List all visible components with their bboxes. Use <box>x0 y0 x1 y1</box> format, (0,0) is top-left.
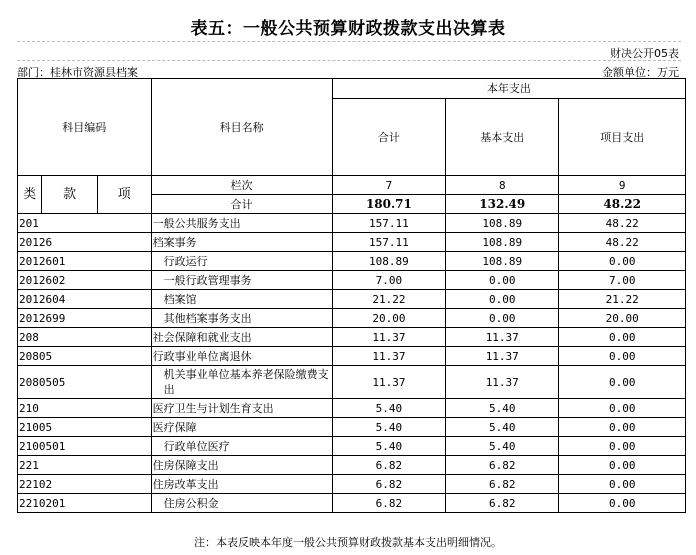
table-row <box>18 271 686 290</box>
row-code: 221 <box>18 456 152 475</box>
row-name: 一般公共服务支出 <box>151 214 332 233</box>
header-name: 科目名称 <box>151 79 332 176</box>
header-xiang: 项 <box>97 176 151 214</box>
row-project: 48.22 <box>559 214 686 233</box>
row-project: 0.00 <box>559 328 686 347</box>
row-project: 20.00 <box>559 309 686 328</box>
table-row <box>18 456 686 475</box>
department-row <box>17 60 681 80</box>
column-index-8: 8 <box>446 176 559 195</box>
table-row <box>18 328 686 347</box>
row-code: 2012604 <box>18 290 152 309</box>
table-row <box>18 347 686 366</box>
row-basic: 11.37 <box>446 347 559 366</box>
table-row <box>18 437 686 456</box>
page-title: 表五：一般公共预算财政拨款支出决算表 <box>190 19 506 39</box>
row-name: 医疗保障 <box>151 418 332 437</box>
header-kuan: 款 <box>42 176 98 214</box>
row-basic: 108.89 <box>446 233 559 252</box>
row-project: 0.00 <box>559 366 686 399</box>
row-total: 21.22 <box>332 290 445 309</box>
row-total: 5.40 <box>332 418 445 437</box>
row-name: 行政事业单位离退休 <box>151 347 332 366</box>
row-basic: 0.00 <box>446 309 559 328</box>
header-lei: 类 <box>18 176 42 214</box>
header-project: 项目支出 <box>559 99 686 176</box>
row-project: 48.22 <box>559 233 686 252</box>
row-total: 157.11 <box>332 214 445 233</box>
sum-project: 48.22 <box>559 195 686 214</box>
form-code-row <box>17 41 681 61</box>
row-total: 7.00 <box>332 271 445 290</box>
row-basic: 0.00 <box>446 271 559 290</box>
row-code: 22102 <box>18 475 152 494</box>
footnote: 注：本表反映本年度一般公共预算财政拨款基本支出明细情况。 <box>194 536 502 549</box>
row-total: 11.37 <box>332 328 445 347</box>
row-name: 住房公积金 <box>151 494 332 513</box>
row-basic: 6.82 <box>446 494 559 513</box>
table-row <box>18 418 686 437</box>
row-code: 208 <box>18 328 152 347</box>
row-code: 2012601 <box>18 252 152 271</box>
table-row <box>18 475 686 494</box>
table-row <box>18 290 686 309</box>
table-row <box>18 309 686 328</box>
row-name: 住房改革支出 <box>151 475 332 494</box>
row-code: 210 <box>18 399 152 418</box>
row-code: 2100501 <box>18 437 152 456</box>
table-row <box>18 233 686 252</box>
row-total: 6.82 <box>332 494 445 513</box>
column-index-9: 9 <box>559 176 686 195</box>
row-total: 6.82 <box>332 475 445 494</box>
row-basic: 6.82 <box>446 475 559 494</box>
row-total: 157.11 <box>332 233 445 252</box>
header-basic: 基本支出 <box>446 99 559 176</box>
table-row <box>18 214 686 233</box>
row-code: 201 <box>18 214 152 233</box>
row-basic: 5.40 <box>446 399 559 418</box>
row-project: 0.00 <box>559 494 686 513</box>
table-row <box>18 252 686 271</box>
row-project: 0.00 <box>559 252 686 271</box>
row-name: 行政运行 <box>151 252 332 271</box>
sum-label: 合计 <box>151 195 332 214</box>
row-project: 0.00 <box>559 456 686 475</box>
row-code: 2210201 <box>18 494 152 513</box>
row-basic: 5.40 <box>446 418 559 437</box>
row-total: 20.00 <box>332 309 445 328</box>
sum-basic: 132.49 <box>446 195 559 214</box>
row-basic: 5.40 <box>446 437 559 456</box>
row-total: 5.40 <box>332 437 445 456</box>
row-code: 2012699 <box>18 309 152 328</box>
unit-label: 金额单位：万元 <box>602 66 679 79</box>
row-basic: 108.89 <box>446 252 559 271</box>
department-label: 部门：桂林市资源县档案 <box>17 66 138 79</box>
row-name: 社会保障和就业支出 <box>151 328 332 347</box>
row-total: 6.82 <box>332 456 445 475</box>
row-project: 0.00 <box>559 475 686 494</box>
row-name: 档案馆 <box>151 290 332 309</box>
row-name: 一般行政管理事务 <box>151 271 332 290</box>
row-basic: 0.00 <box>446 290 559 309</box>
row-name: 其他档案事务支出 <box>151 309 332 328</box>
row-code: 20805 <box>18 347 152 366</box>
column-index-label: 栏次 <box>151 176 332 195</box>
row-project: 7.00 <box>559 271 686 290</box>
row-total: 11.37 <box>332 347 445 366</box>
row-project: 0.00 <box>559 347 686 366</box>
row-total: 108.89 <box>332 252 445 271</box>
table-row <box>18 366 686 399</box>
expenditure-table <box>17 78 686 513</box>
row-basic: 6.82 <box>446 456 559 475</box>
header-total: 合计 <box>332 99 445 176</box>
row-basic: 11.37 <box>446 328 559 347</box>
table-row <box>18 494 686 513</box>
row-code: 2012602 <box>18 271 152 290</box>
row-code: 21005 <box>18 418 152 437</box>
row-name: 住房保障支出 <box>151 456 332 475</box>
row-name: 医疗卫生与计划生育支出 <box>151 399 332 418</box>
row-total: 11.37 <box>332 366 445 399</box>
header-group: 本年支出 <box>332 79 685 99</box>
sum-total: 180.71 <box>332 195 445 214</box>
row-name: 行政单位医疗 <box>151 437 332 456</box>
row-project: 21.22 <box>559 290 686 309</box>
row-name: 机关事业单位基本养老保险缴费支出 <box>151 366 332 399</box>
row-total: 5.40 <box>332 399 445 418</box>
row-project: 0.00 <box>559 418 686 437</box>
column-index-7: 7 <box>332 176 445 195</box>
row-project: 0.00 <box>559 399 686 418</box>
row-code: 2080505 <box>18 366 152 399</box>
row-name: 档案事务 <box>151 233 332 252</box>
row-basic: 108.89 <box>446 214 559 233</box>
row-basic: 11.37 <box>446 366 559 399</box>
form-code: 财决公开05表 <box>610 47 679 60</box>
header-code: 科目编码 <box>18 79 152 176</box>
row-code: 20126 <box>18 233 152 252</box>
table-row <box>18 399 686 418</box>
row-project: 0.00 <box>559 437 686 456</box>
